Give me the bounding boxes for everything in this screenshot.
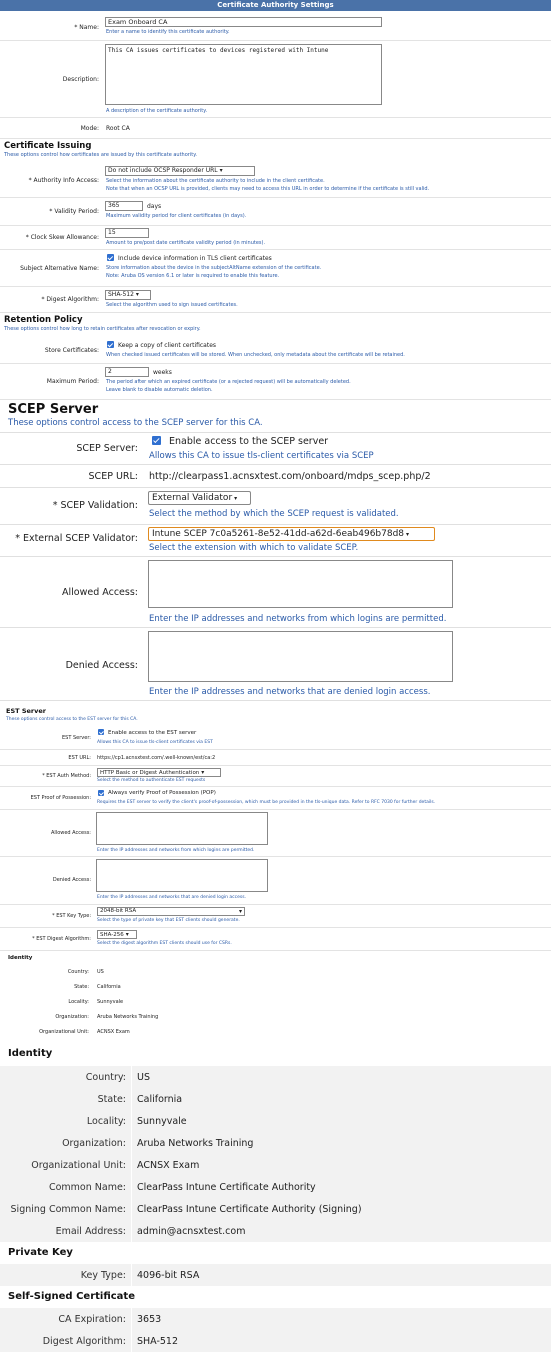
divider xyxy=(131,1110,132,1132)
est-allowed-access-hint: Enter the IP addresses and networks from which logins are permitted. xyxy=(97,848,255,853)
private-key-key: Key Type: xyxy=(80,1270,126,1281)
private-key-row-key-type xyxy=(0,1264,551,1287)
small-identity-section xyxy=(0,951,551,965)
self-signed-title: Self-Signed Certificate xyxy=(8,1291,135,1302)
scep-url-label: SCEP URL: xyxy=(88,471,138,482)
est-server-title: EST Server xyxy=(6,707,46,715)
self-signed-section xyxy=(0,1286,551,1308)
description-row xyxy=(0,41,551,118)
small-identity-value: Sunnyvale xyxy=(97,999,124,1005)
small-identity-value: Aruba Networks Training xyxy=(97,1014,159,1020)
est-denied-access-row xyxy=(0,857,551,905)
identity-row-email-address xyxy=(0,1220,551,1243)
identity-key: Organization: xyxy=(62,1138,126,1149)
est-key-type-hint: Select the type of private key that EST clients should generate. xyxy=(97,918,240,923)
retention-policy-title: Retention Policy xyxy=(4,315,83,325)
self-signed-row-digest-algorithm xyxy=(0,1330,551,1353)
divider xyxy=(131,1132,132,1154)
small-identity-row xyxy=(0,965,551,980)
scep-validation-hint: Select the method by which the SCEP request is validated. xyxy=(149,509,399,519)
external-scep-validator-select[interactable] xyxy=(148,527,435,541)
validity-period-hint: Maximum validity period for client certificates (in days). xyxy=(106,213,247,219)
chevron-down-icon: ▾ xyxy=(219,167,223,174)
external-scep-validator-hint: Select the extension with which to validate SCEP. xyxy=(149,543,359,553)
est-server-label: EST Server: xyxy=(62,735,91,741)
private-key-section xyxy=(0,1242,551,1264)
store-certificates-row xyxy=(0,336,551,364)
small-identity-row xyxy=(0,995,551,1010)
subject-alt-name-row xyxy=(0,250,551,287)
scep-server-hint: Allows this CA to issue tls-client certificates via SCEP xyxy=(149,451,374,461)
store-certificates-checkbox[interactable] xyxy=(107,341,114,348)
identity-row-common-name xyxy=(0,1176,551,1199)
scep-denied-access-row xyxy=(0,628,551,701)
certificate-issuing-subtitle: These options control how certificates are issued by this certificate authority. xyxy=(4,152,198,158)
scep-url-row xyxy=(0,465,551,488)
external-scep-validator-value: Intune SCEP 7c0a5261-8e52-41dd-a62d-6eab496b78d8 xyxy=(152,529,405,539)
divider xyxy=(131,1308,132,1330)
private-key-value: 4096-bit RSA xyxy=(137,1270,200,1281)
est-key-type-label: * EST Key Type: xyxy=(52,913,91,919)
self-signed-key: CA Expiration: xyxy=(58,1314,126,1325)
subject-alt-name-label: Subject Alternative Name: xyxy=(20,265,99,272)
name-hint: Enter a name to identify this certificate authority. xyxy=(106,29,230,35)
identity-title: Identity xyxy=(8,1048,53,1059)
description-label: Description: xyxy=(62,76,99,83)
external-scep-validator-label: * External SCEP Validator: xyxy=(15,533,138,544)
identity-value: ACNSX Exam xyxy=(137,1160,200,1171)
est-auth-method-row xyxy=(0,766,551,787)
self-signed-row-ca-expiration xyxy=(0,1308,551,1331)
small-identity-key: Organization: xyxy=(55,1014,89,1020)
divider xyxy=(131,1330,132,1352)
digest-algorithm-select[interactable] xyxy=(105,290,151,300)
maximum-period-row xyxy=(0,364,551,400)
san-checkbox[interactable] xyxy=(107,254,114,261)
retention-policy-subtitle: These options control how long to retain certificates after revocation or expiry. xyxy=(4,326,201,332)
mode-label: Mode: xyxy=(80,125,99,132)
est-key-type-value: 2048-bit RSA xyxy=(100,908,137,914)
est-pop-hint: Requires the EST server to verify the client's proof-of-possession, which must be provided in the tls-unique data. Refer to RFC 7030 for further details. xyxy=(97,800,436,805)
name-input[interactable]: Exam Onboard CA xyxy=(105,17,382,27)
digest-algorithm-value: SHA-512 xyxy=(108,291,134,298)
est-pop-checkbox[interactable] xyxy=(98,790,104,796)
chevron-down-icon: ▾ xyxy=(406,531,410,538)
identity-section xyxy=(0,1043,551,1065)
identity-value: US xyxy=(137,1072,150,1083)
authority-info-access-value: Do not include OCSP Responder URL xyxy=(108,167,218,174)
divider xyxy=(131,1198,132,1220)
identity-value: ClearPass Intune Certificate Authority (Signing) xyxy=(137,1204,362,1215)
est-digest-label: * EST Digest Algorithm: xyxy=(32,936,91,942)
est-denied-access-label: Denied Access: xyxy=(52,877,91,883)
retention-policy-section xyxy=(0,313,551,335)
identity-key: Locality: xyxy=(86,1116,126,1127)
scep-server-section xyxy=(0,400,551,433)
est-allowed-access-row xyxy=(0,810,551,857)
est-allowed-access-label: Allowed Access: xyxy=(51,830,91,836)
small-identity-row xyxy=(0,1025,551,1040)
est-auth-method-select[interactable] xyxy=(97,768,221,777)
est-server-checkbox[interactable] xyxy=(98,729,104,735)
est-digest-select[interactable] xyxy=(97,930,137,939)
est-allowed-access-textarea[interactable] xyxy=(96,812,268,845)
small-identity-row xyxy=(0,1010,551,1025)
scep-validation-row xyxy=(0,488,551,525)
identity-value: Sunnyvale xyxy=(137,1116,187,1127)
clock-skew-row xyxy=(0,226,551,250)
est-pop-row xyxy=(0,787,551,810)
validity-period-row xyxy=(0,198,551,226)
identity-key: Organizational Unit: xyxy=(31,1160,126,1171)
description-hint: A description of the certificate authority. xyxy=(106,108,208,114)
small-identity-value: ACNSX Exam xyxy=(97,1029,130,1035)
est-server-subtitle: These options control access to the EST server for this CA. xyxy=(6,717,138,722)
small-identity-title: Identity xyxy=(8,955,33,961)
store-certificates-hint: When checked issued certificates will be stored. When unchecked, only metadata about the certificate will be retained. xyxy=(106,352,405,358)
est-pop-label: EST Proof of Possession: xyxy=(30,795,91,801)
certificate-issuing-section xyxy=(0,139,551,161)
scep-denied-access-hint: Enter the IP addresses and networks that are denied login access. xyxy=(149,687,431,697)
maximum-period-label: Maximum Period: xyxy=(46,378,99,385)
clock-skew-hint: Amount to pre/post date certificate validity period (in minutes). xyxy=(106,240,266,246)
divider xyxy=(131,1088,132,1110)
est-auth-method-label: * EST Auth Method: xyxy=(42,773,91,779)
identity-row-organization xyxy=(0,1132,551,1155)
self-signed-value: 3653 xyxy=(137,1314,162,1325)
divider xyxy=(131,1220,132,1242)
small-identity-key: Locality: xyxy=(68,999,89,1005)
digest-algorithm-row xyxy=(0,287,551,313)
san-checkbox-label: Include device information in TLS client certificates xyxy=(118,255,272,262)
san-hint: Store information about the device in the subjectAltName extension of the certificate. xyxy=(106,265,322,271)
name-row xyxy=(0,12,551,41)
identity-value: ClearPass Intune Certificate Authority xyxy=(137,1182,316,1193)
divider xyxy=(131,1176,132,1198)
scep-denied-access-label: Denied Access: xyxy=(65,660,138,671)
digest-algorithm-label: * Digest Algorithm: xyxy=(41,296,99,303)
est-pop-checkbox-label: Always verify Proof of Possession (POP) xyxy=(108,790,216,796)
chevron-down-icon: ▾ xyxy=(238,908,242,915)
est-auth-method-value: HTTP Basic or Digest Authentication xyxy=(100,770,200,776)
scep-validation-label: * SCEP Validation: xyxy=(52,500,138,511)
scep-server-subtitle: These options control access to the SCEP server for this CA. xyxy=(8,418,263,428)
est-denied-access-hint: Enter the IP addresses and networks that are denied login access. xyxy=(97,895,247,900)
est-auth-method-hint: Select the method to authenticate EST requests xyxy=(97,778,206,783)
est-denied-access-textarea[interactable] xyxy=(96,859,268,892)
authority-info-access-row xyxy=(0,162,551,198)
maximum-period-hint: The period after which an expired certificate (or a rejected request) will be automatically deleted. xyxy=(106,379,351,385)
chevron-down-icon: ▾ xyxy=(125,931,129,938)
divider xyxy=(131,1264,132,1286)
identity-value: admin@acnsxtest.com xyxy=(137,1226,246,1237)
identity-key: Country: xyxy=(85,1072,126,1083)
self-signed-value: SHA-512 xyxy=(137,1336,179,1347)
est-key-type-select[interactable] xyxy=(97,907,245,916)
store-certificates-label: Store Certificates: xyxy=(44,347,99,354)
est-server-row xyxy=(0,725,551,750)
scep-server-checkbox-label: Enable access to the SCEP server xyxy=(169,436,329,447)
maximum-period-note: Leave blank to disable automatic deletion. xyxy=(106,387,213,393)
scep-server-row xyxy=(0,433,551,465)
scep-allowed-access-row xyxy=(0,557,551,628)
divider xyxy=(131,1154,132,1176)
chevron-down-icon: ▾ xyxy=(234,495,238,502)
scep-denied-access-textarea[interactable] xyxy=(148,631,453,682)
scep-allowed-access-textarea[interactable] xyxy=(148,560,453,608)
external-scep-validator-row xyxy=(0,525,551,557)
scep-server-checkbox[interactable] xyxy=(152,436,161,445)
identity-key: Signing Common Name: xyxy=(10,1204,126,1215)
maximum-period-input[interactable]: 2 xyxy=(105,367,149,377)
identity-value: Aruba Networks Training xyxy=(137,1138,254,1149)
est-url-value: https://cp1.acnsxtest.com/.well-known/est/ca:2 xyxy=(97,755,216,761)
private-key-title: Private Key xyxy=(8,1247,73,1258)
identity-key: Email Address: xyxy=(55,1226,126,1237)
scep-allowed-access-label: Allowed Access: xyxy=(62,587,138,598)
small-identity-key: Organizational Unit: xyxy=(39,1029,89,1035)
est-server-checkbox-label: Enable access to the EST server xyxy=(108,730,197,736)
validity-period-label: * Validity Period: xyxy=(49,208,99,215)
small-identity-key: State: xyxy=(74,984,89,990)
small-identity-value: US xyxy=(97,969,104,975)
identity-row-signing-common-name xyxy=(0,1198,551,1221)
identity-row-state xyxy=(0,1088,551,1111)
maximum-period-unit: weeks xyxy=(153,369,172,376)
est-digest-hint: Select the digest algorithm EST clients should use for CSRs. xyxy=(97,941,232,946)
chevron-down-icon: ▾ xyxy=(135,291,139,298)
small-identity-key: Country: xyxy=(67,969,89,975)
identity-key: Common Name: xyxy=(48,1182,126,1193)
authority-info-access-select[interactable] xyxy=(105,166,255,176)
mode-value: Root CA xyxy=(106,125,130,132)
description-textarea[interactable]: This CA issues certificates to devices registered with Intune xyxy=(105,44,382,105)
mode-row xyxy=(0,118,551,139)
scep-url-value: http://clearpass1.acnsxtest.com/onboard/mdps_scep.php/2 xyxy=(149,471,431,482)
est-digest-value: SHA-256 xyxy=(100,932,124,938)
identity-key: State: xyxy=(97,1094,126,1105)
scep-server-title: SCEP Server xyxy=(8,402,99,417)
scep-validation-select[interactable] xyxy=(148,491,251,505)
name-label: * Name: xyxy=(74,24,99,31)
identity-value: California xyxy=(137,1094,183,1105)
identity-row-organizational-unit xyxy=(0,1154,551,1177)
authority-info-access-hint: Select the information about the certificate authority to include in the client certificate. xyxy=(106,178,325,184)
identity-row-country xyxy=(0,1066,551,1089)
divider xyxy=(131,1066,132,1088)
small-identity-value: California xyxy=(97,984,121,990)
est-url-label: EST URL: xyxy=(68,755,91,761)
clock-skew-input[interactable]: 15 xyxy=(105,228,149,238)
est-url-row xyxy=(0,750,551,766)
certificate-issuing-title: Certificate Issuing xyxy=(4,141,92,151)
clock-skew-label: * Clock Skew Allowance: xyxy=(25,234,99,241)
store-certificates-checkbox-label: Keep a copy of client certificates xyxy=(118,342,217,349)
authority-info-access-label: * Authority Info Access: xyxy=(28,177,99,184)
est-key-type-row xyxy=(0,905,551,928)
san-note: Note: Aruba OS version 6.1 or later is required to enable this feature. xyxy=(106,273,280,279)
page-title: Certificate Authority Settings xyxy=(0,0,551,11)
scep-validation-value: External Validator xyxy=(152,493,233,503)
self-signed-key: Digest Algorithm: xyxy=(42,1336,126,1347)
scep-allowed-access-hint: Enter the IP addresses and networks from which logins are permitted. xyxy=(149,614,447,624)
authority-info-access-note: Note that when an OCSP URL is provided, clients may need to access this URL in order to determine if the certificate is still valid. xyxy=(106,186,430,192)
small-identity-row xyxy=(0,980,551,995)
chevron-down-icon: ▾ xyxy=(201,769,205,776)
digest-algorithm-hint: Select the algorithm used to sign issued certificates. xyxy=(106,302,238,308)
scep-server-label: SCEP Server: xyxy=(76,443,138,454)
validity-period-unit: days xyxy=(147,203,162,210)
identity-row-locality xyxy=(0,1110,551,1133)
est-server-section xyxy=(0,702,551,724)
est-digest-row xyxy=(0,928,551,951)
validity-period-input[interactable]: 365 xyxy=(105,201,143,211)
est-server-hint: Allows this CA to issue tls-client certificates via EST xyxy=(97,740,213,745)
